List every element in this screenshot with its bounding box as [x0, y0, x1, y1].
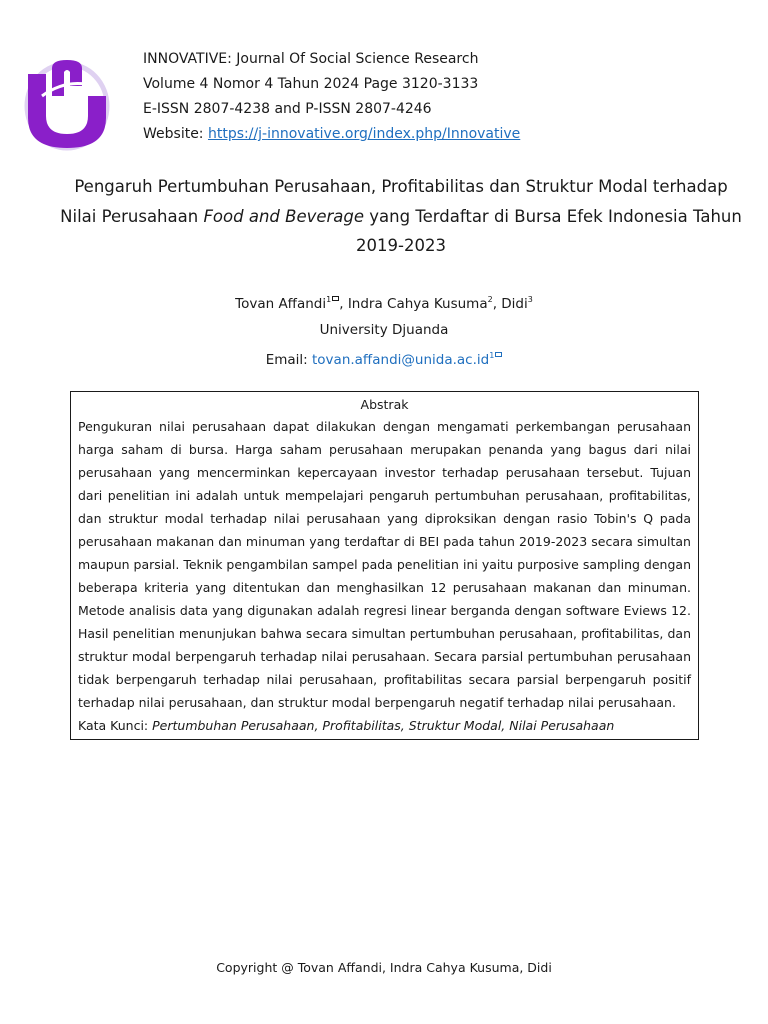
abstract-body: Pengukuran nilai perusahaan dapat dilakukan dengan mengamati perkembangan perusahaan harga saham di bursa. Harga saham perusahaan merupakan penanda yang bagus dari nilai perusahaan yang mencerminkan kepercayaan investor terhadap perusahaan tersebut. Tujuan dari penelitian ini adalah untuk mempelajari pengaruh pertumbuhan perusahaan, profitabilitas, dan struktur modal terhadap nilai perusahaan yang diproksikan dengan rasio Tobin's Q pada perusahaan makanan dan minuman yang terdaftar di BEI pada tahun 2019-2023 secara simultan maupun parsial. Teknik pengambilan sampel pada penelitian ini yaitu purposive sampling dengan beberapa kriteria yang ditentukan dan menghasilkan 12 perusahaan makanan dan minuman. Metode analisis data yang digunakan adalah regresi linear berganda dengan software Eviews 12. Hasil penelitian menunjukan bahwa secara simultan pertumbuhan perusahaan, profitabilitas, dan struktur modal berpengaruh terhadap nilai perusahaan. Secara parsial pertumbuhan perusahaan tidak berpengaruh terhadap nilai perusahaan, profitabilitas secara parsial berpengaruh positif terhadap nilai perusahaan, dan struktur modal berpengaruh negatif terhadap nilai perusahaan. [78, 419, 691, 710]
journal-website [143, 122, 520, 147]
author-3: , Didi [492, 296, 528, 312]
author-1: Tovan Affandi [235, 296, 327, 312]
journal-name: INNOVATIVE: Journal Of Social Science Research [143, 51, 479, 67]
author-2-sup: 2 [487, 295, 493, 304]
keywords-label: Kata Kunci: [78, 718, 153, 733]
keywords-line [78, 714, 691, 737]
mail-icon [332, 296, 339, 301]
journal-volume: Volume 4 Nomor 4 Tahun 2024 Page 3120-3133 [143, 76, 479, 92]
title-part2: yang Terdaftar di Bursa Efek Indonesia Tahun 2019-2023 [356, 206, 742, 255]
paper-title [60, 172, 742, 261]
email-label: Email: [265, 352, 312, 368]
email-link[interactable]: tovan.affandi@unida.ac.id [312, 352, 490, 368]
email-sup: 1 [489, 351, 495, 360]
author-2: , Indra Cahya Kusuma [339, 296, 488, 312]
keywords-list: Pertumbuhan Perusahaan, Profitabilitas, Struktur Modal, Nilai Perusahaan [152, 718, 615, 733]
title-italic: Food and Beverage [203, 206, 365, 226]
authors-block [0, 287, 768, 373]
website-label: Website: [143, 126, 208, 142]
affiliation: University Djuanda [319, 322, 449, 338]
journal-logo [22, 56, 112, 152]
mail-icon [495, 352, 502, 357]
author-list [0, 287, 768, 317]
copyright-footer: Copyright @ Tovan Affandi, Indra Cahya Kusuma, Didi [216, 960, 552, 975]
email-line [0, 343, 768, 373]
title-part1: Pengaruh Pertumbuhan Perusahaan, Profitabilitas dan Struktur Modal terhadap Nilai Perusahaan [60, 177, 728, 226]
website-link[interactable]: https://j-innovative.org/index.php/Innovative [207, 126, 521, 142]
author-3-sup: 3 [527, 295, 533, 304]
journal-header [143, 47, 520, 147]
journal-issn: E-ISSN 2807-4238 and P-ISSN 2807-4246 [143, 101, 432, 117]
author-1-sup: 1 [326, 295, 332, 304]
abstract-box [70, 391, 699, 740]
abstract-heading: Abstrak [360, 397, 409, 412]
